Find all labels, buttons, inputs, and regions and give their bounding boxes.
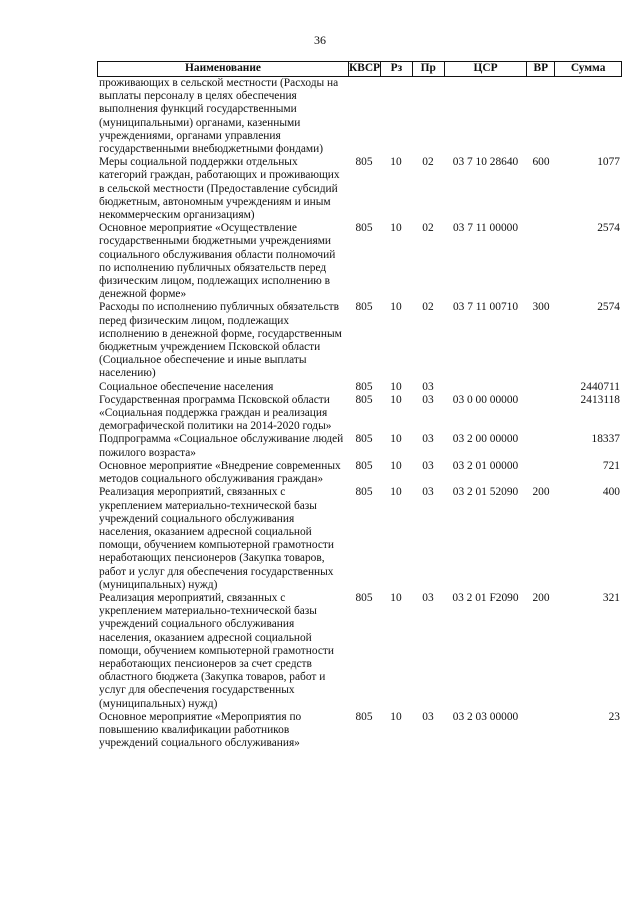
- cell-vr: [527, 433, 555, 459]
- cell-vr: 300: [532, 301, 550, 314]
- cell-csr: 03 2 03 00000: [452, 710, 519, 723]
- cell-sum: 2440711: [580, 380, 620, 393]
- header-rz: Рз: [380, 62, 412, 76]
- cell-rz: [380, 77, 412, 156]
- cell-name: Основное мероприятие «Осуществление государственными бюджетными учреждениями социального обслуживания области полномочий по исполнению публичных обязательств перед физическим лицом, подлежащих исполнению в денежной форме»: [99, 222, 336, 301]
- cell-vr: 200: [532, 486, 550, 499]
- cell-pr: 03: [422, 433, 434, 446]
- cell-kvsr: 805: [355, 156, 373, 169]
- table-row: [97, 301, 622, 380]
- cell-name: Государственная программа Псковской области «Социальная поддержка граждан и реализация демографической политики на 2014-2020 годы»: [99, 393, 332, 433]
- cell-vr: [527, 77, 555, 156]
- cell-csr: 03 2 01 00000: [452, 459, 519, 472]
- cell-rz: 10: [390, 459, 402, 472]
- cell-rz: 10: [390, 380, 402, 393]
- cell-pr: 03: [422, 393, 434, 406]
- cell-kvsr: 805: [355, 486, 373, 499]
- cell-name: проживающих в сельской местности (Расходы на выплаты персоналу в целях обеспечения выполнения функций государственными (муниципальными) органами, казенными учреждениями, органами управления государственными внебюджетными фондами): [99, 77, 339, 156]
- cell-name: Расходы по исполнению публичных обязательств перед физическим лицом, подлежащих исполнению в денежной форме, государственным бюджетным учреждением Псковской области (Социальное обеспечение и иные выплаты населению): [99, 301, 342, 380]
- cell-rz: 10: [390, 301, 402, 314]
- cell-rz: 10: [390, 156, 402, 169]
- cell-csr: [444, 77, 527, 156]
- table-row: [97, 394, 622, 434]
- cell-name: Подпрограмма «Социальное обслуживание людей пожилого возраста»: [99, 433, 344, 459]
- cell-vr: [527, 460, 555, 486]
- cell-csr: 03 2 01 F2090: [452, 591, 519, 604]
- cell-kvsr: 805: [355, 222, 373, 235]
- cell-pr: 02: [422, 156, 434, 169]
- cell-vr: [527, 394, 555, 434]
- cell-csr: 03 2 01 52090: [452, 486, 519, 499]
- cell-pr: 02: [422, 222, 434, 235]
- cell-csr: 03 2 00 00000: [452, 433, 519, 446]
- cell-pr: 03: [422, 710, 434, 723]
- cell-vr: [527, 381, 555, 394]
- cell-pr: 02: [422, 301, 434, 314]
- cell-rz: 10: [390, 433, 402, 446]
- cell-pr: 03: [422, 459, 434, 472]
- cell-sum: 2574: [597, 301, 620, 314]
- table-row: [97, 156, 622, 222]
- cell-kvsr: 805: [355, 591, 373, 604]
- budget-table: [97, 61, 622, 750]
- header-kvsr: КВСР: [348, 62, 381, 74]
- table-row: [97, 433, 622, 459]
- cell-kvsr: 805: [355, 459, 373, 472]
- cell-sum: [555, 77, 622, 156]
- cell-pr: [412, 77, 444, 156]
- cell-name: Социальное обеспечение населения: [99, 380, 274, 393]
- cell-sum: 18337: [591, 433, 620, 446]
- cell-sum: 321: [602, 591, 620, 604]
- cell-rz: 10: [390, 710, 402, 723]
- table-row: [97, 711, 622, 751]
- header-pr: Пр: [412, 62, 444, 76]
- table-row: [97, 77, 622, 156]
- cell-name: Реализация мероприятий, связанных с укреплением материально-технической базы учреждений социального обслуживания населения, оказанием адресной социальной помощи, обучением компьютерной грамотности неработающих пенсионеров за счет средств областного бюджета (Закупка товаров, работ и услуг для обеспечения государственных (муниципальных) нужд): [99, 591, 334, 710]
- cell-pr: 03: [422, 486, 434, 499]
- header-vr: ВР: [526, 62, 554, 76]
- table-row: [97, 222, 622, 301]
- cell-sum: 2413118: [580, 393, 620, 406]
- cell-pr: 03: [422, 380, 434, 393]
- cell-vr: [527, 711, 555, 751]
- cell-rz: 10: [390, 393, 402, 406]
- table-body: [97, 77, 622, 750]
- cell-sum: 23: [608, 710, 620, 723]
- cell-name: Реализация мероприятий, связанных с укреплением материально-технической базы учреждений социального обслуживания населения, оказанием адресной социальной помощи, обучением компьютерной грамотности неработающих пенсионеров (Закупка товаров, работ и услуг для обеспечения государственных (муниципальных) нужд): [99, 486, 334, 591]
- cell-name: Меры социальной поддержки отдельных категорий граждан, работающих и проживающих в сельской местности (Предоставление субсидий бюджетным, автономным учреждениям и иным некоммерческим организациям): [99, 156, 340, 222]
- cell-pr: 03: [422, 591, 434, 604]
- cell-kvsr: [348, 77, 380, 156]
- cell-kvsr: 805: [355, 380, 373, 393]
- cell-kvsr: 805: [355, 433, 373, 446]
- cell-rz: 10: [390, 591, 402, 604]
- cell-kvsr: 805: [355, 393, 373, 406]
- cell-sum: 1077: [597, 156, 620, 169]
- cell-rz: 10: [390, 486, 402, 499]
- cell-name: Основное мероприятие «Внедрение современных методов социального обслуживания граждан»: [99, 459, 341, 486]
- cell-kvsr: 805: [355, 710, 373, 723]
- cell-csr: 03 7 10 28640: [452, 156, 519, 169]
- table-row: [97, 486, 622, 592]
- cell-csr: 03 7 11 00000: [452, 222, 519, 235]
- cell-csr: 03 7 11 00710: [452, 301, 519, 314]
- cell-rz: 10: [390, 222, 402, 235]
- header-name: Наименование: [185, 62, 261, 74]
- header-sum: Сумма: [554, 62, 621, 76]
- cell-csr: 03 0 00 00000: [452, 393, 519, 406]
- cell-vr: [527, 222, 555, 301]
- table-row: [97, 592, 622, 711]
- cell-vr: 600: [532, 156, 550, 169]
- header-csr: ЦСР: [444, 62, 527, 76]
- cell-kvsr: 805: [355, 301, 373, 314]
- cell-sum: 2574: [597, 222, 620, 235]
- cell-csr: [444, 381, 527, 394]
- table-header: [97, 61, 622, 77]
- cell-vr: 200: [532, 591, 550, 604]
- cell-sum: 721: [602, 459, 620, 472]
- table-row: [97, 460, 622, 486]
- table-row: [97, 381, 622, 394]
- cell-sum: 400: [602, 486, 620, 499]
- cell-name: Основное мероприятие «Мероприятия по повышению квалификации работников учреждений социального обслуживания»: [99, 710, 302, 750]
- page-number: 36: [314, 33, 326, 47]
